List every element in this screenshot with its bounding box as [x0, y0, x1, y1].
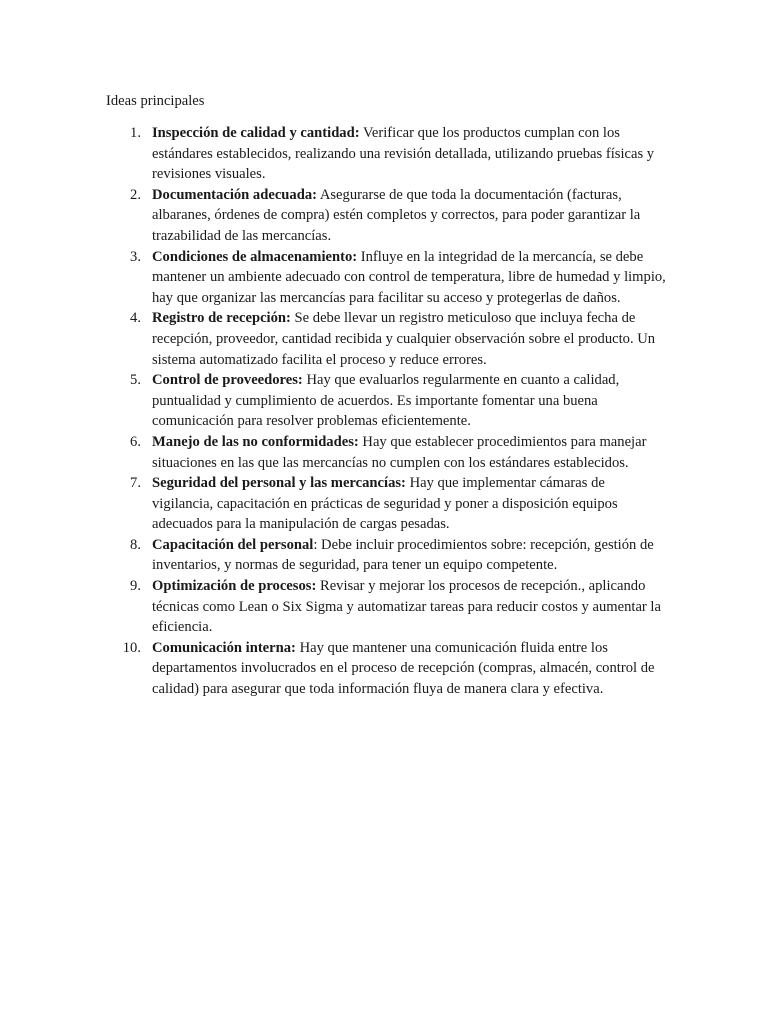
list-item-text: Influye en la integridad de la mercancía, se debe mantener un ambiente adecuado con control de temperatura, libre de humedad y limpio, hay que organizar las mercancías para facilitar su acceso y protegerlas de daños. — [152, 248, 666, 306]
list-item-term: Control de proveedores: — [152, 372, 303, 389]
list-item-term: Optimización de procesos: — [152, 578, 317, 595]
list-item-text: Verificar que los productos cumplan con los estándares establecidos, realizando una revisión detallada, utilizando pruebas físicas y revisiones visuales. — [152, 125, 655, 183]
list-item-number: 5. — [130, 372, 141, 389]
list-item-number: 6. — [130, 433, 141, 450]
list-item-text: Hay que evaluarlos regularmente en cuanto a calidad, puntualidad y cumplimiento de acuerdos. Es importante fomentar una buena comunicación para resolver problemas eficientemente. — [152, 372, 620, 430]
list-item-number: 8. — [130, 536, 141, 553]
list-item-number: 4. — [130, 310, 141, 327]
list-item-term: Inspección de calidad y cantidad: — [152, 125, 360, 141]
list-item — [106, 308, 666, 370]
list-item-term: Documentación adecuada: — [152, 186, 317, 203]
list-item — [106, 185, 666, 247]
list-item-text: Asegurarse de que toda la documentación (facturas, albaranes, órdenes de compra) estén completos y correctos, para poder garantizar la trazabilidad de las mercancías. — [152, 186, 641, 244]
list-item-number: 7. — [130, 475, 141, 492]
list-item-term: Registro de recepción: — [152, 310, 291, 327]
list-item-term: Seguridad del personal y las mercancías: — [152, 475, 406, 492]
list-item-number: 9. — [130, 578, 141, 595]
list-item — [106, 123, 666, 185]
document-heading: Ideas principales — [106, 93, 205, 109]
list-item — [106, 370, 666, 432]
list-item — [106, 535, 666, 576]
list-item-number: 3. — [130, 248, 141, 265]
list-item — [106, 576, 666, 638]
list-item — [106, 247, 666, 309]
list-item — [106, 432, 666, 473]
list-item-term: Condiciones de almacenamiento: — [152, 248, 358, 265]
list-item-text: Hay que mantener una comunicación fluida entre los departamentos involucrados en el proceso de recepción (compras, almacén, control de calidad) para asegurar que toda información fluya de manera clara y efectiva. — [152, 639, 655, 698]
ideas-list — [106, 123, 666, 700]
list-item-text: : Debe incluir procedimientos sobre: recepción, gestión de inventarios, y normas de seguridad, para tener un equipo competente. — [152, 536, 654, 574]
list-item-text: Hay que establecer procedimientos para manejar situaciones en las que las mercancías no cumplen con los estándares establecidos. — [152, 433, 647, 471]
list-item-number: 2. — [130, 186, 141, 203]
list-item-text: Revisar y mejorar los procesos de recepción., aplicando técnicas como Lean o Six Sigma y automatizar tareas para reducir costos y aumentar la eficiencia. — [152, 578, 661, 636]
list-item-text: Hay que implementar cámaras de vigilancia, capacitación en prácticas de seguridad y poner a disposición equipos adecuados para la manipulación de cargas pesadas. — [152, 475, 618, 533]
list-item-term: Comunicación interna: — [152, 639, 296, 656]
list-item-number: 1. — [130, 125, 141, 141]
list-item — [106, 638, 666, 700]
list-item-text: Se debe llevar un registro meticuloso que incluya fecha de recepción, proveedor, cantidad recibida y cualquier observación sobre el producto. Un sistema automatizado facilita el proceso y reduce errores. — [152, 310, 656, 368]
list-item-term: Capacitación del personal — [152, 536, 314, 553]
list-item — [106, 473, 666, 535]
list-item-term: Manejo de las no conformidades: — [152, 433, 359, 450]
list-item-number: 10. — [122, 639, 141, 656]
